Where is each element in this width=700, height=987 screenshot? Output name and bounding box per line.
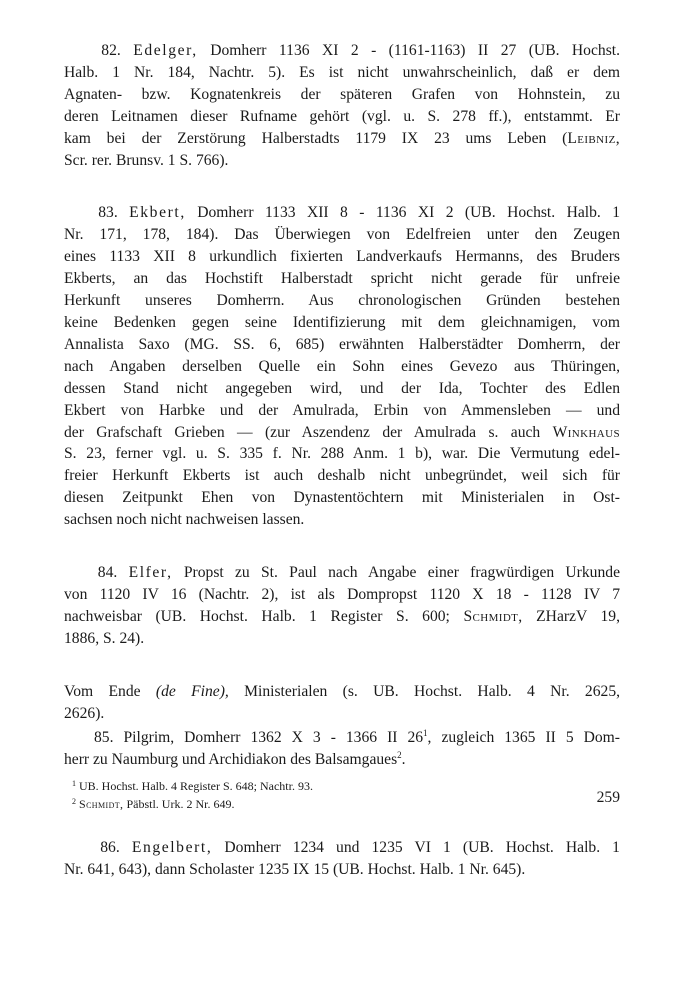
author-name: Schmidt, bbox=[463, 607, 523, 625]
heading-text: Ministerialen (s. UB. Hochst. Halb. 4 Nr. 2625, bbox=[228, 682, 621, 700]
footnote-1 bbox=[64, 777, 620, 795]
entry-text: Nr. 641, 643), dann Scholaster 1235 IX 15 (UB. Hochst. Halb. 1 Nr. 645). bbox=[64, 861, 526, 879]
entry-84 bbox=[64, 562, 620, 650]
author-name: Winkhaus bbox=[552, 423, 620, 441]
footnotes bbox=[64, 777, 620, 813]
footnote-2 bbox=[64, 795, 620, 813]
entry-text: der Grafschaft Grieben — (zur Aszendenz der Amulrada s. auch bbox=[64, 423, 553, 441]
entry-83 bbox=[64, 202, 620, 531]
entry-text: kam bei der Zerstörung Halberstadts 1179 IX 23 ums Leben ( bbox=[64, 129, 568, 147]
family-heading bbox=[64, 681, 620, 725]
footnote-mark: 1 bbox=[72, 779, 76, 789]
page-number: 259 bbox=[596, 789, 620, 806]
entry-82 bbox=[64, 40, 620, 171]
entry-number: 82. bbox=[101, 42, 121, 59]
entry-text: Domherr 1133 XII 8 - 1136 XI 2 (UB. Hochst. Halb. 1 bbox=[185, 204, 620, 222]
entry-number: 83. bbox=[98, 204, 118, 222]
entry-text: S. 23, ferner vgl. u. S. 335 f. Nr. 288 Anm. 1 b), war. Die Vermutung edel- bbox=[64, 445, 620, 463]
entry-text: Ekbert von Harbke und der Amulrada, Erbin von Ammensleben — und bbox=[64, 401, 620, 419]
footnote-ref[interactable]: 1 bbox=[423, 728, 428, 739]
entry-text: Ekberts, an das Hochstift Halberstadt spricht nicht gerade für unfreie bbox=[64, 270, 620, 288]
entry-text: nachweisbar (UB. Hochst. Halb. 1 Register S. 600; bbox=[64, 607, 464, 625]
entry-number: 84. bbox=[97, 564, 118, 582]
entry-text: dessen Stand nicht angegeben wird, und der Ida, Tochter des Edlen bbox=[64, 379, 620, 397]
footnote-text: UB. Hochst. Halb. 4 Register S. 648; Nachtr. 93. bbox=[76, 779, 313, 794]
entry-text: Domherr 1136 XI 2 - (1161-1163) II 27 (UB. Hochst. bbox=[197, 42, 620, 59]
entry-text: , zugleich 1365 II 5 Dom- bbox=[427, 729, 620, 747]
footnote-ref[interactable]: 2 bbox=[397, 750, 402, 761]
entry-text: herr zu Naumburg und Archidiakon des Balsamgaues bbox=[64, 751, 398, 769]
entry-text: deren Leitnamen dieser Rufname gehört (vgl. u. S. 278 ff.), entstammt. Er bbox=[64, 107, 620, 125]
entry-name: Elfer, bbox=[128, 564, 173, 582]
document-page bbox=[64, 40, 620, 881]
footnote-mark: 2 bbox=[72, 797, 76, 807]
entry-text: . bbox=[401, 751, 406, 769]
entry-text: Herkunft unseres Domherrn. Aus chronologischen Gründen bestehen bbox=[64, 292, 620, 310]
heading-text: 2626). bbox=[64, 704, 105, 722]
entry-text: von 1120 IV 16 (Nachtr. 2), ist als Dompropst 1120 X 18 - 1128 IV 7 bbox=[64, 585, 620, 603]
entry-text: Halb. 1 Nr. 184, Nachtr. 5). Es ist nicht unwahrscheinlich, daß er dem bbox=[64, 63, 620, 81]
entry-text: nach Angaben derselben Quelle ein Sohn eines Gevezo aus Thüringen, bbox=[64, 357, 620, 375]
entry-text: diesen Zeitpunkt Ehen von Dynastentöchtern mit Ministerialen in Ost- bbox=[64, 489, 620, 507]
entry-text: ZHarzV 19, bbox=[522, 607, 621, 625]
author-name: Leibniz, bbox=[567, 129, 620, 147]
entry-text: freier Herkunft Ekberts ist auch deshalb nicht unbegründet, weil sich für bbox=[64, 467, 620, 485]
entry-text: 1886, S. 24). bbox=[64, 629, 145, 647]
entry-text: Propst zu St. Paul nach Angabe einer fragwürdigen Urkunde bbox=[172, 564, 620, 582]
entry-85 bbox=[64, 727, 620, 771]
entry-86 bbox=[64, 837, 620, 881]
entry-name: Ekbert, bbox=[129, 204, 186, 222]
entry-text: sachsen noch nicht nachweisen lassen. bbox=[64, 511, 305, 529]
entry-text: Scr. rer. Brunsv. 1 S. 766). bbox=[64, 151, 229, 169]
entry-name: Engelbert, bbox=[131, 839, 213, 857]
author-name: Schmidt, bbox=[79, 797, 124, 812]
family-latin-name: (de Fine), bbox=[155, 682, 229, 700]
entry-text: Domherr 1234 und 1235 VI 1 (UB. Hochst. Halb. 1 bbox=[212, 839, 620, 857]
family-name: Vom Ende bbox=[64, 682, 141, 700]
entry-text: Agnaten- bzw. Kognatenkreis der späteren Grafen von Hohnstein, zu bbox=[64, 85, 620, 103]
entry-text: eines 1133 XII 8 urkundlich fixierten Landverkaufs Hermanns, des Bruders bbox=[64, 248, 620, 266]
entry-text: Nr. 171, 178, 184). Das Überwiegen von Edelfreien unter den Zeugen bbox=[64, 226, 620, 244]
footnote-text: Päbstl. Urk. 2 Nr. 649. bbox=[123, 797, 235, 812]
entry-number: 86. bbox=[100, 839, 120, 857]
entry-text: 85. Pilgrim, Domherr 1362 X 3 - 1366 II 26 bbox=[94, 729, 424, 747]
entry-text: keine Bedenken gegen seine Identifizierung mit dem gleichnamigen, vom bbox=[64, 313, 620, 331]
entry-text: Annalista Saxo (MG. SS. 6, 685) erwähnten Halberstädter Domherrn, der bbox=[64, 335, 620, 353]
entry-name: Edelger, bbox=[133, 42, 198, 59]
